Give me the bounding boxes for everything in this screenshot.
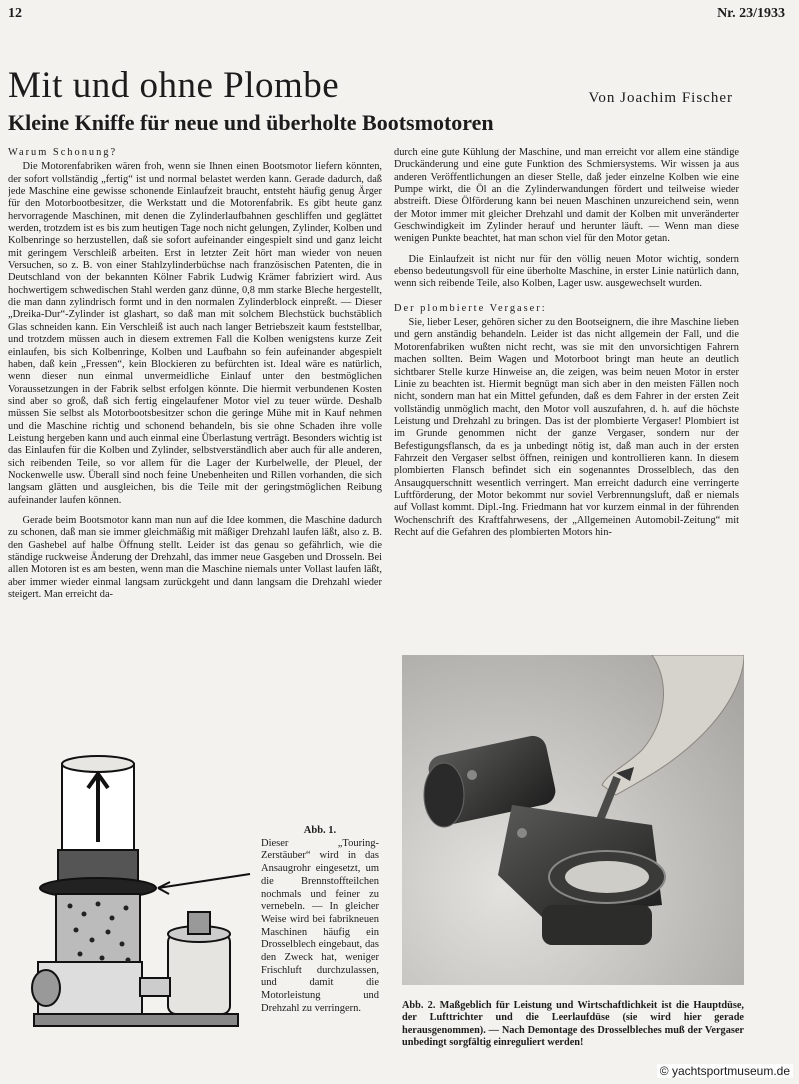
- right-column: [394, 147, 739, 652]
- left-column: [8, 147, 382, 730]
- paragraph: Die Motorenfabriken wären froh, wenn sie Ihnen einen Bootsmotor liefern könnten, der sofort vollständig „fertig“ ist und normal belastet werden kann. Gerade dadurch, daß jede Maschine eine gewisse schonende Einlaufzeit braucht, entsteht häufig genug Ärger für den Motorbootbesitzer, die Werkstatt und die Motorenfabrik. Es gibt heute ganz hervorragende Maschinen, mit denen die Zylinderlaufbahnen geschliffen und geglättet werden, trotzdem ist es bis zum heutigen Tage noch nicht gelungen, Zylinder, Kolben und Kolbenringe so herzustellen, daß sie sofort aufeinander eingespielt sind und ganz leicht mit geringem Verschleiß arbeiten. Erst in letzter Zeit hört man wieder von neuen Versuchen, so z. B. von einer Stahlzylinderbüchse nach französischen Patenten, die in Deutschland von der bekannten Kölner Fabrik Ludwig Krämer fabriziert wird. Aus hochwertigem schwedischen Stahl werden ganz dünne, 0,8 mm starke Bleche hergestellt, die man dann zylindrisch formt und in den normalen Zylinderblock einpreßt. — Dieser „Dreika-Dur“-Zylinder ist glashart, so daß man mit solchem Blechstück buchstäblich Glas schneiden kann. Ein Verschleiß ist auch nach langer Betriebszeit kaum feststellbar, und trotzdem müssen auch in diesem extremen Fall die Kolben wenigstens kurze Zeit einlaufen, bis sich Kolbenringe, Kolben und Laufbahn so fein aufeinander abgespielt haben, daß kein „Fressen“, kein Blockieren zu befürchten ist. Ideal wäre es natürlich, wenn dieser nun einmal unvermeidliche Einlauf unter den bestmöglichen Voraussetzungen in der Fabrik selbst erfolgen könnte. Die hiermit verbundenen Kosten sind aber so groß, daß sich fertig eingelaufener Motor viel zu teuer würde. Deshalb müssen Sie selbst als Motorbootsbesitzer schon die geringe Mühe mit in Kauf nehmen und die Maschine richtig und schonend behandeln, bis sie ohne Schaden ihre volle Leistung hergeben kann und auch einmal eine Überlastung verträgt. Besonders wichtig ist das Einlaufen für die Kolben und Zylinder, selbstverständlich aber auch für alle anderen, sich reibenden Teile, so vor allem für die Lager der Kurbelwelle, der Pleuel, der Nockenwelle usw. Überall sind noch feine Unebenheiten und Rillen vorhanden, die sich langsam glätten und ausgleichen, bis die Teile mit der geringstmöglichen Reibung aufeinander laufen können.: [8, 161, 382, 506]
- figure-1-caption: [261, 825, 379, 1016]
- watermark: © yachtsportmuseum.de: [657, 1064, 793, 1078]
- figure-1-text: Dieser „Touring-Zerstäuber“ wird in das Ansaugrohr eingesetzt, um die Brennstoffteilchen nochmals und feiner zu vernebeln. — In gleicher Weise wird bei fabrikneuen Maschinen häufig ein Drosselblech eingebaut, das den Zweck hat, weniger Frischluft durchzulassen, und damit die Motorleistung und Drehzahl zu verringern.: [261, 837, 379, 1014]
- paragraph: Gerade beim Bootsmotor kann man nun auf die Idee kommen, die Maschine dadurch zu schonen, daß man sie immer gleichmäßig mit mäßiger Drehzahl laufen läßt, also z. B. den Gashebel auf halbe Öffnung stellt. Leider ist das genau so gefährlich, wie die ständige ruckweise Änderung der Drehzahl, das immer neue Gasgeben und Drosseln. Bei allen Motoren ist es am besten, wenn man die Maschine niemals unter Vollast laufen läßt, aber immer wieder einmal langsam zurückgeht und dann langsam die Drehzahl wieder steigert. Man erreicht da-: [8, 514, 382, 601]
- article-author: Von Joachim Fischer: [588, 90, 733, 106]
- article-title: Mit und ohne Plombe: [8, 65, 340, 106]
- section-heading-schonung: Warum Schonung?: [8, 147, 118, 158]
- section-heading-vergaser: Der plombierte Vergaser:: [394, 302, 547, 314]
- paragraph: durch eine gute Kühlung der Maschine, und man erreicht vor allem eine ständige Druckänderung und eine gute Funktion des Schmiersystems. Wir wissen ja aus anderen Veröffentlichungen an dieser Stelle, daß jeder einzelne Kolben wie eine Pumpe wirkt, die Öl an die Zylinderwandungen fördert und teilweise wieder abstreift. Diese Ölförderung kann bei neuen Maschinen unzureichend sein, wenn der Motor immer mit gleicher Drehzahl und damit der Kolben mit unveränderter Geschwindigkeit im Zylinder herauf und herunter läuft. — Wenn man diese wenigen Punkte beachtet, hat man schon viel für den Motor getan.: [394, 147, 739, 245]
- page-number: 12: [8, 6, 22, 21]
- paragraph: Sie, lieber Leser, gehören sicher zu den Bootseignern, die ihre Maschine lieben und gern anständig behandeln. Leider ist das nicht allgemein der Fall, und die Motorenfabriken wußten nicht recht, was sie mit den unvorsichtigen Fahrern machen sollten. Beim Wagen und Motorboot bringt man heute an deutlich sichtbarer Stelle kurze Hinweise an, die zeigen, was beim neuen Motor in erster Linie zu beachten ist. Hiermit begnügt man sich aber in den meisten Fällen noch nicht, sondern man hat ein Mittel gefunden, daß es dem Fahrer in der ersten Zeit vollständig unmöglich macht, den Motor voll auszufahren, d. h. auf die höchste Leistung und Drehzahl zu bringen. Das ist der plombierte Vergaser! Plombiert ist im Grunde genommen nicht der ganze Vergaser, sondern nur der Befestigungsflansch, da es ja unbedingt nötig ist, daß man auch in der ersten Fahrzeit den Vergaser selbst öffnen, reinigen und kontrollieren kann. In diesem plombierten Flansch befindet sich ein sogenanntes Drosselblech, das den Ansaugquerschnitt wesentlich verringert. Man erreicht dadurch eine verringerte Luftförderung, der Motor bekommt nur soviel Verbrennungsluft, daß er niemals auf Vollast kommt. Dipl.-Ing. Friedmann hat vor kurzem einmal in der führenden Wochenschrift des Kraftfahrwesens, der „Allgemeinen Automobil-Zeitung“ mit Recht auf die Gefahren des plombierten Motors hin-: [394, 317, 739, 538]
- issue-number: Nr. 23/1933: [717, 6, 785, 21]
- figure-1-label: Abb. 1.: [303, 825, 337, 836]
- article-subtitle: Kleine Kniffe für neue und überholte Bootsmotoren: [8, 110, 494, 135]
- figure-2-caption: Abb. 2. Maßgeblich für Leistung und Wirtschaftlichkeit ist die Hauptdüse, der Lufttrichter und die Leerlaufdüse (sie wird hier gerade herausgenommen). — Nach Demontage des Drosselbleches muß der Vergaser unbedingt sorgfältig einreguliert werden!: [402, 1000, 744, 1049]
- carburetor-photo: [402, 655, 744, 985]
- paragraph: Die Einlaufzeit ist nicht nur für den völlig neuen Motor wichtig, sondern ebenso bedeutungsvoll für eine überholte Maschine, in erster Linie natürlich dann, wenn sich reibende Teile, also Kolben, Lager usw. ausgewechselt wurden.: [394, 253, 739, 290]
- carburetor-atomizer-drawing: [18, 752, 258, 1052]
